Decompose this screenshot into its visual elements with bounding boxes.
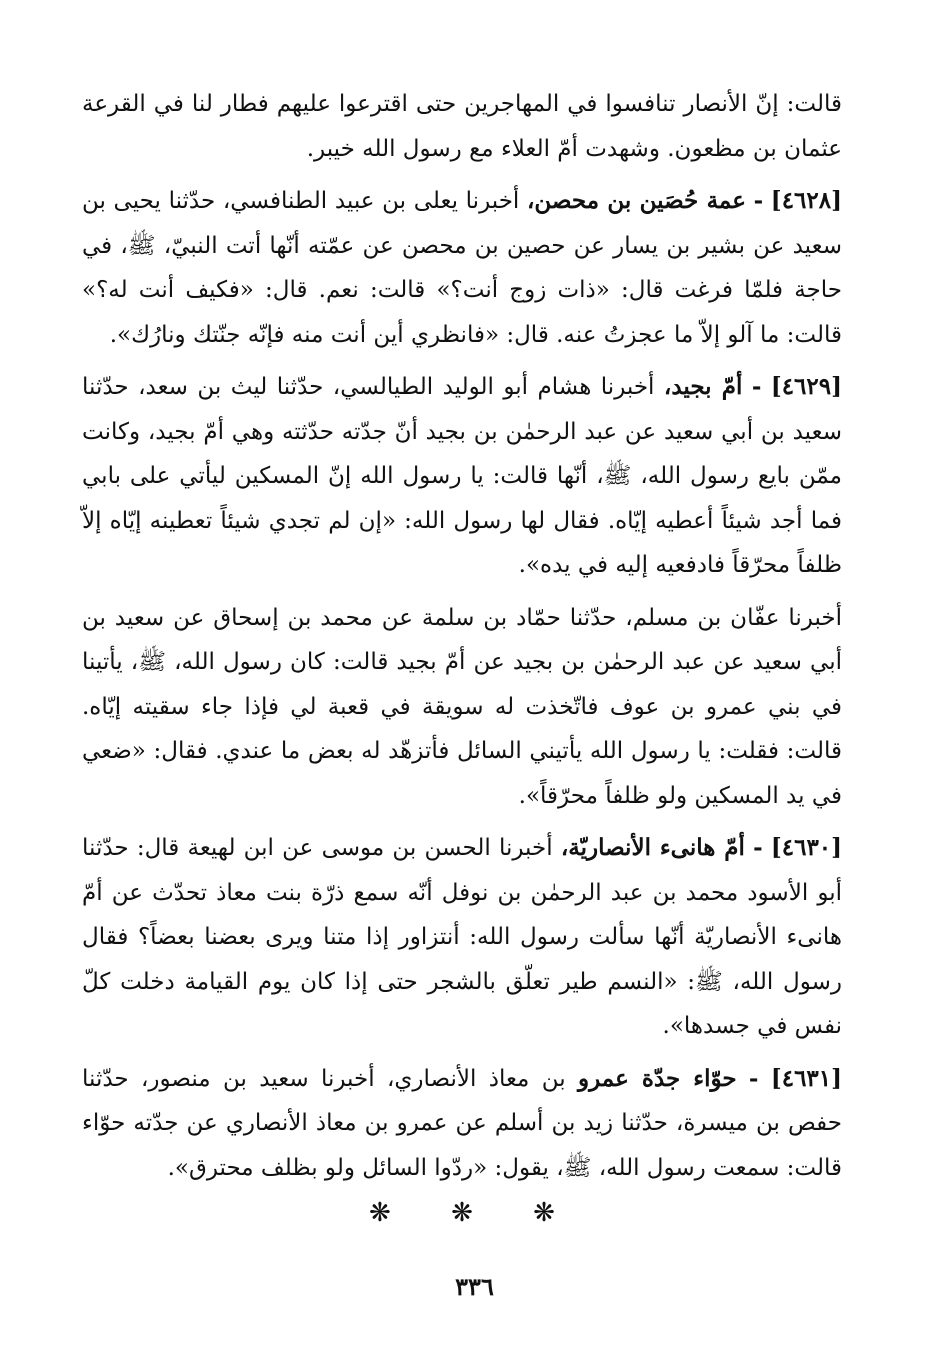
entry-separator: - xyxy=(753,187,764,214)
paragraph-text: أخبرنا عفّان بن مسلم، حدّثنا حمّاد بن سلمة عن محمد بن إسحاق عن سعيد بن أبي سعيد عن عبد الرحمٰن بن بجيد عن أمّ بجيد قالت: كان رسول الله، ﷺ، يأتينا في بني عمرو بن عوف فاتّخذت له سويقة في قعبة لي فإذا جاء سقيته إيّاه. قالت: فقلت: يا رسول الله يأتيني السائل فأتزهّد له بعض ما عندي. فقال: «ضعي في يد المسكين ولو ظلفاً محرّقاً». xyxy=(82,604,842,809)
paragraph-narration xyxy=(82,596,842,819)
entry-4630 xyxy=(82,826,842,1049)
entry-number: [٤٦٢٨] xyxy=(770,187,842,214)
entry-separator: - xyxy=(753,834,763,861)
paragraph-text: أخبرنا هشام أبو الوليد الطيالسي، حدّثنا ليث بن سعد، حدّثنا سعيد بن أبي سعيد عن عبد الرحمٰن بن بجيد أنّ جدّته حدّثته وهي أمّ بجيد، وكانت ممّن بايع رسول الله، ﷺ، أنّها قالت: يا رسول الله إنّ المسكين ليأتي على بابي فما أجد شيئاً أعطيه إيّاه. فقال لها رسول الله: «إن لم تجدي شيئاً تعطينه إيّاه إلاّ ظلفاً محرّقاً فادفعيه إليه في يده». xyxy=(82,374,842,578)
paragraph-text: أخبرنا يعلى بن عبيد الطنافسي، حدّثنا يحيى بن سعيد عن بشير بن يسار عن حصين بن محصن عن عمّته أنّها أتت النبيّ، ﷺ، في حاجة فلمّا فرغت قال: «ذات زوج أنت؟» قالت: نعم. قال: «فكيف أنت له؟» قالت: ما آلو إلاّ ما عجزتُ عنه. قال: «فانظري أين أنت منه فإنّه جنّتك ونارُك». xyxy=(82,188,842,348)
entry-heading: أمّ بجيد، xyxy=(663,373,743,400)
asterism-icon: ❋ xyxy=(451,1198,473,1228)
entry-number: [٤٦٢٩] xyxy=(770,373,843,400)
section-ornament xyxy=(82,1198,842,1228)
document-page xyxy=(82,82,842,1228)
asterism-icon: ❋ xyxy=(533,1198,555,1228)
entry-number: [٤٦٣١] xyxy=(770,1064,843,1092)
paragraph-text: قالت: إنّ الأنصار تنافسوا في المهاجرين حتى اقترعوا عليهم فطار لنا في القرعة عثمان بن مظعون. وشهدت أمّ العلاء مع رسول الله خيبر. xyxy=(82,91,842,162)
entry-4631 xyxy=(82,1057,842,1191)
paragraph-text: أخبرنا الحسن بن موسى عن ابن لهيعة قال: حدّثنا أبو الأسود محمد بن عبد الرحمٰن بن نوفل أنّه سمع ذرّة بنت معاذ تحدّث عن أمّ هانىء الأنصاريّة أنّها سألت رسول الله: أنتزاور إذا متنا ويرى بعضنا بعضاً؟ فقال رسول الله، ﷺ: «النسم طير تعلّق بالشجر حتى إذا كان يوم القيامة دخلت كلّ نفس في جسدها». xyxy=(82,835,842,1039)
entry-heading: عمة حُصَين بن محصن، xyxy=(526,187,746,214)
entry-separator: - xyxy=(748,1064,759,1092)
entry-number: [٤٦٣٠] xyxy=(770,834,843,861)
entry-4628 xyxy=(82,179,842,357)
entry-4629 xyxy=(82,365,842,588)
paragraph-text: بن معاذ الأنصاري، أخبرنا سعيد بن منصور، حدّثنا حفص بن ميسرة، حدّثنا زيد بن أسلم عن عمرو بن معاذ الأنصاري عن جدّته حوّاء قالت: سمعت رسول الله، ﷺ، يقول: «ردّوا السائل ولو بظلف محترق». xyxy=(82,1065,842,1181)
paragraph-continuation xyxy=(82,82,842,171)
entry-heading: حوّاء جدّة عمرو xyxy=(578,1064,737,1092)
page-number: ٣٣٦ xyxy=(455,1272,494,1301)
asterism-icon: ❋ xyxy=(369,1198,391,1228)
entry-separator: - xyxy=(751,373,762,400)
entry-heading: أمّ هانىء الأنصاريّة، xyxy=(560,834,745,861)
